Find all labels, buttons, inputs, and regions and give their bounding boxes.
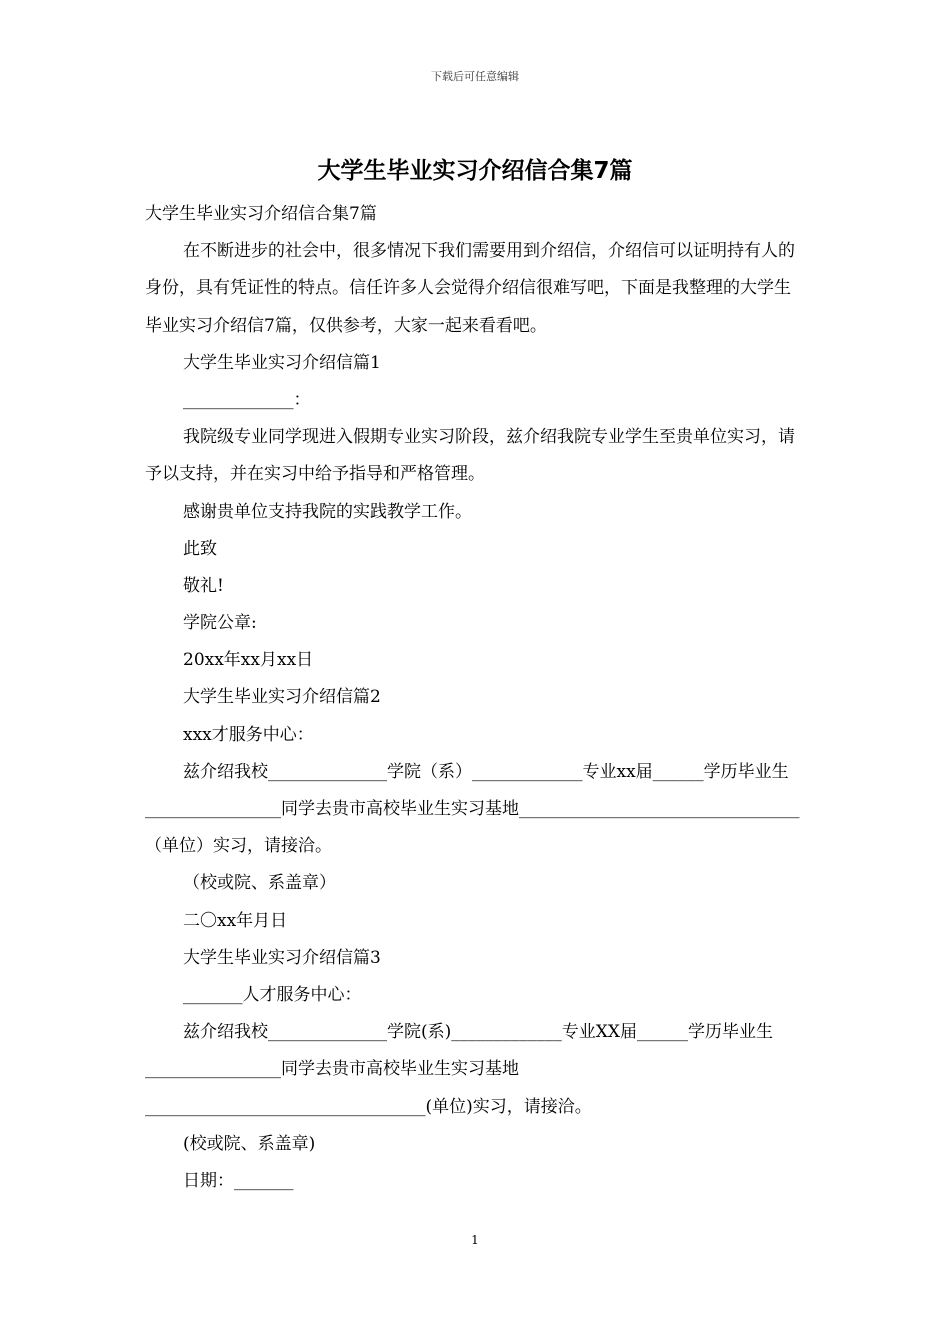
subtitle-line: 大学生毕业实习介绍信合集7篇 xyxy=(145,204,377,224)
letter-1-paragraph: 我院级专业同学现进入假期专业实习阶段，兹介绍我院专业学生至贵单位实习，请予以支持，并在实习中给予指导和严格管理。 xyxy=(145,427,795,485)
document-body xyxy=(145,196,807,1200)
document-title: 大学生毕业实习介绍信合集7篇 xyxy=(317,158,633,184)
page-header-note: 下载后可任意编辑 xyxy=(431,70,519,83)
intro-paragraph: 在不断进步的社会中，很多情况下我们需要用到介绍信，介绍信可以证明持有人的身份，具有凭证性的特点。信任许多人会觉得介绍信很难写吧，下面是我整理的大学生毕业实习介绍信7篇，仅供参考，大家一起来看看吧。 xyxy=(145,241,795,336)
letter-1-closing: 此致 xyxy=(183,538,217,559)
letter-2-seal: （校或院、系盖章） xyxy=(183,873,336,894)
recipient-3: _______人才服务中心： xyxy=(183,985,362,1006)
page-number: 1 xyxy=(471,1233,479,1247)
letter-3-seal: (校或院、系盖章) xyxy=(183,1133,316,1154)
recipient-blank-1: _____________： xyxy=(183,389,311,410)
letter-1-date: 20xx年xx月xx日 xyxy=(183,650,314,671)
letter-3-paragraph: 兹介绍我校______________学院(系)_____________专业XX届______学历毕业生________________同学去贵市高校毕业生实习基地_________________________________(单位)实习，请接洽。 xyxy=(145,1022,773,1117)
letter-1-thanks: 感谢贵单位支持我院的实践教学工作。 xyxy=(183,501,472,522)
letter-3-date: 日期：_______ xyxy=(183,1170,294,1191)
letter-2-date: 二〇xx年月日 xyxy=(183,910,288,931)
recipient-2: xxx才服务中心： xyxy=(183,724,314,745)
section-heading-1: 大学生毕业实习介绍信篇1 xyxy=(183,352,381,373)
letter-2-paragraph: 兹介绍我校______________学院（系）_____________专业xx届______学历毕业生________________同学去贵市高校毕业生实习基地_________________________________（单位）实习，请接洽。 xyxy=(145,761,800,857)
letter-1-salute: 敬礼! xyxy=(183,575,224,596)
section-heading-2: 大学生毕业实习介绍信篇2 xyxy=(183,687,381,708)
section-heading-3: 大学生毕业实习介绍信篇3 xyxy=(183,947,381,968)
letter-1-seal: 学院公章: xyxy=(183,613,257,634)
